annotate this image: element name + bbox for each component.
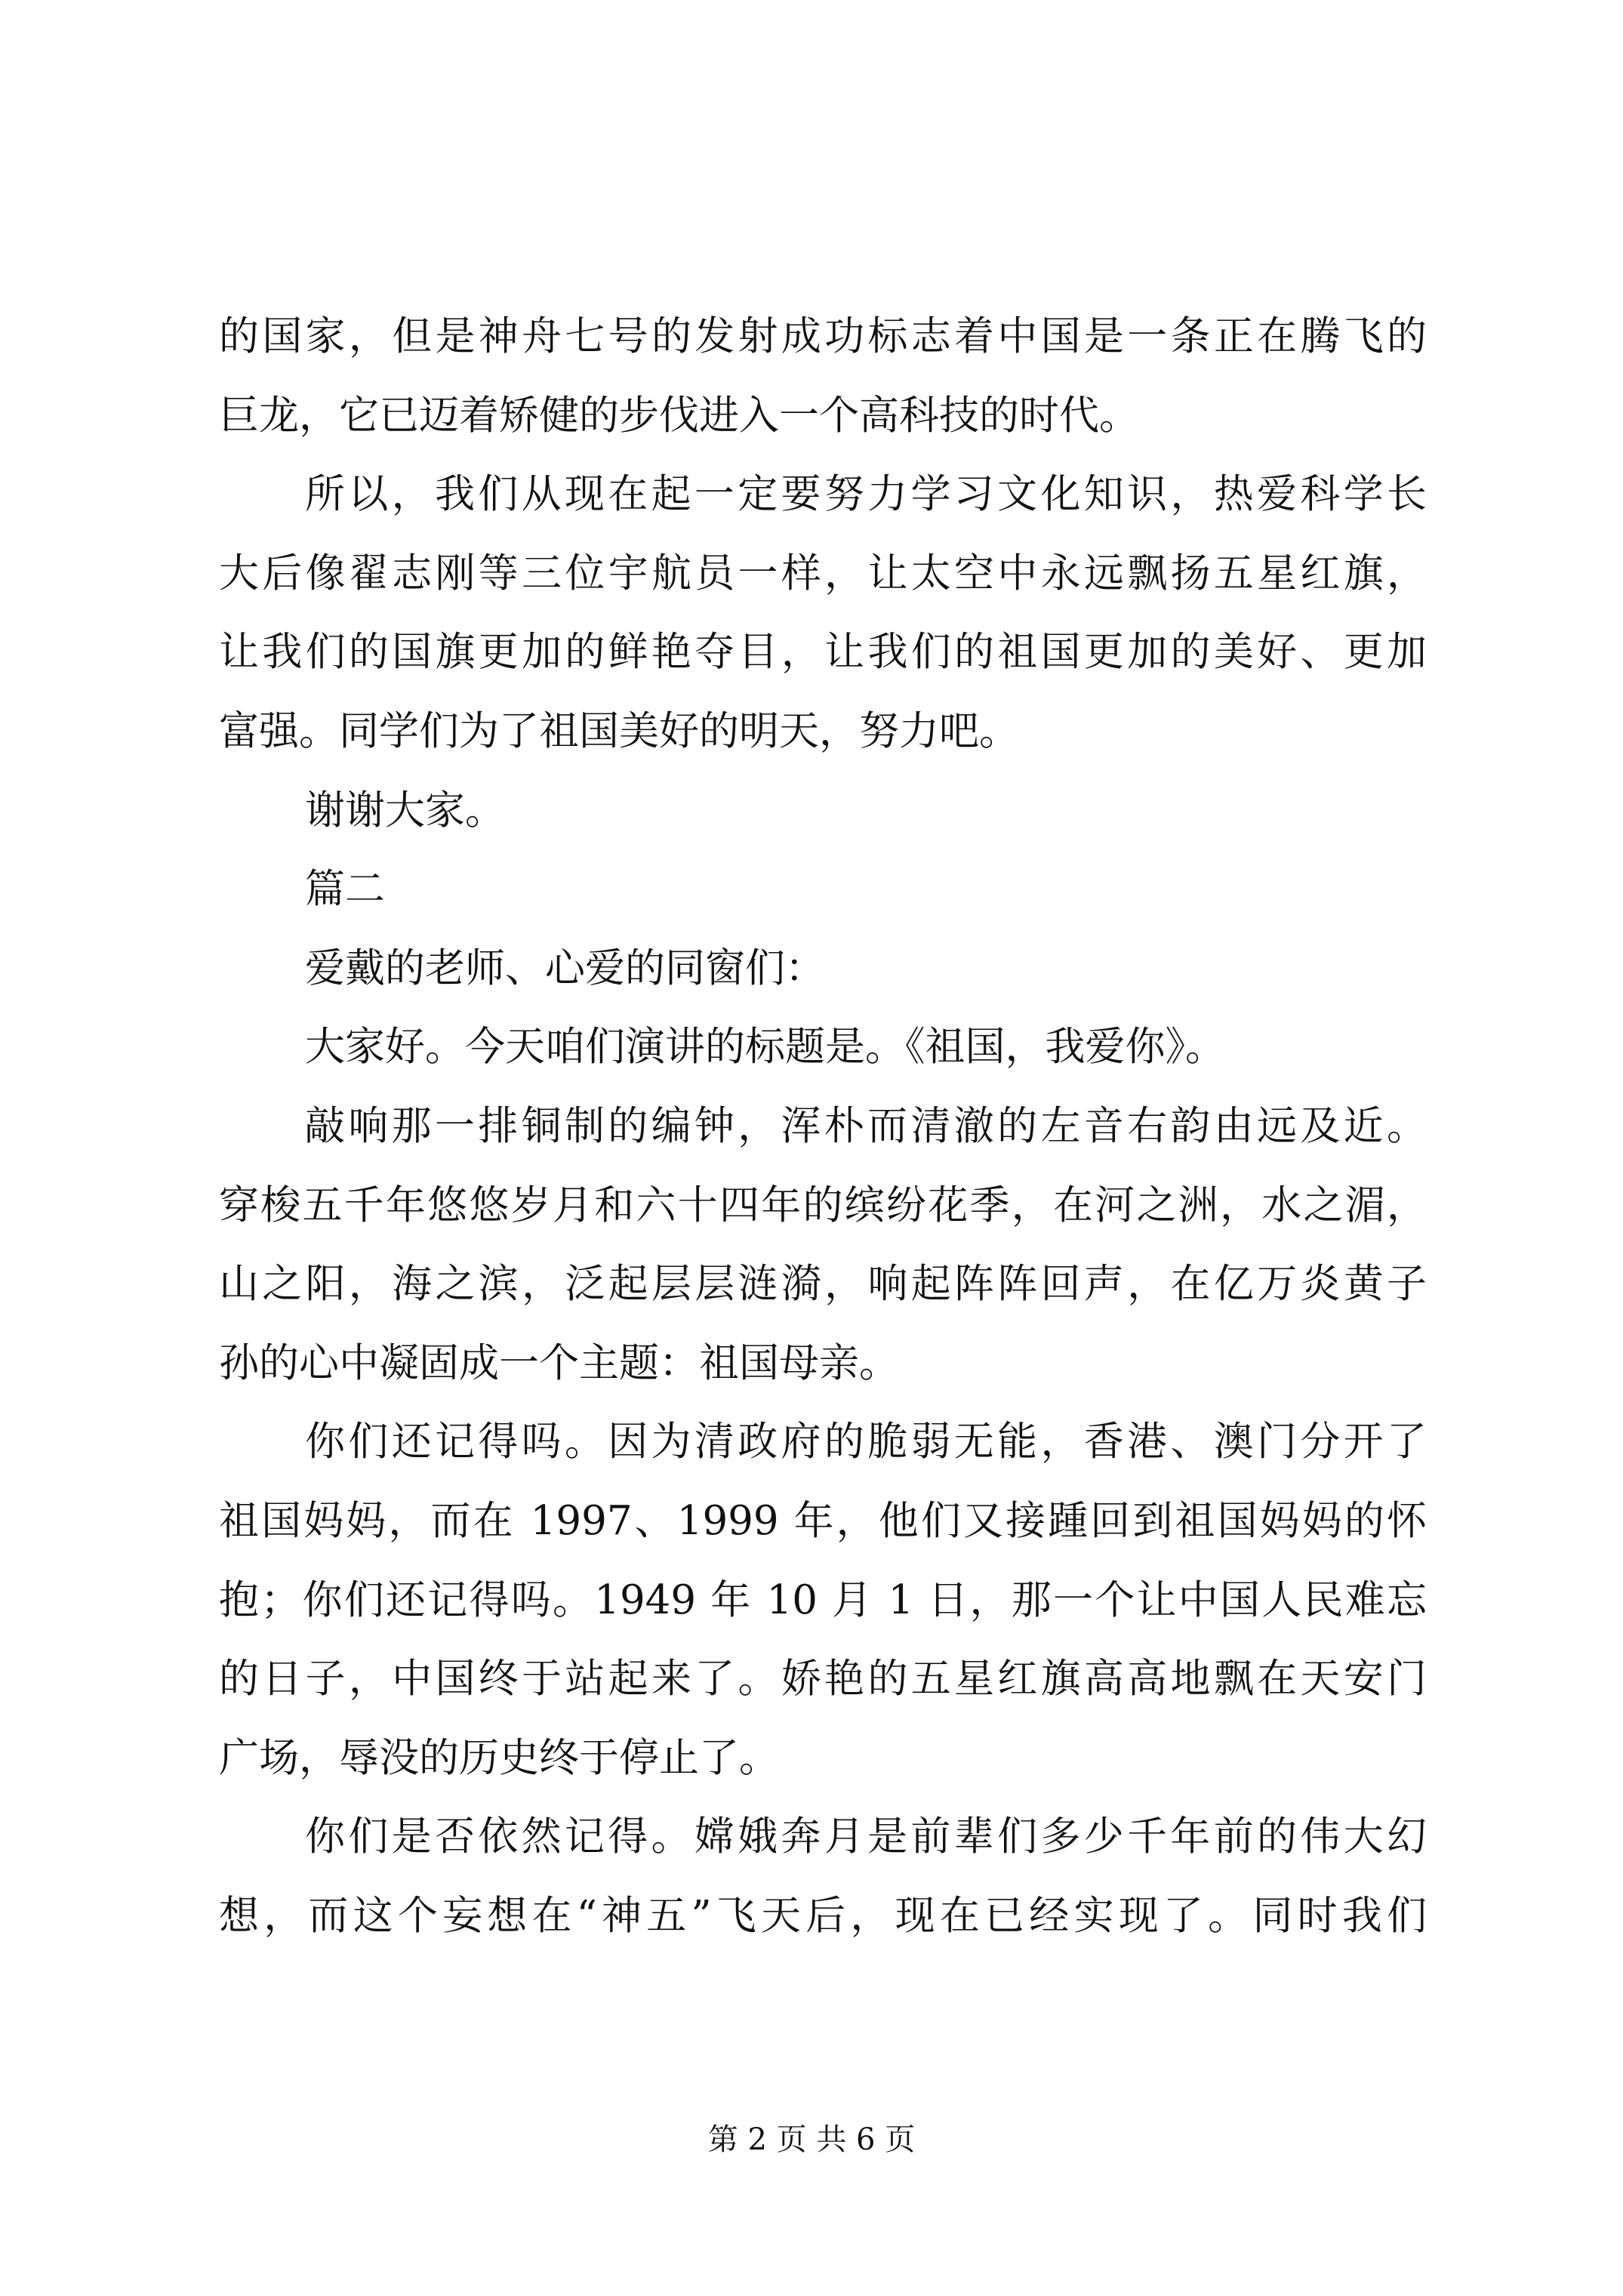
text-line: 巨龙，它已迈着矫健的步伐进入一个高科技的时代。 bbox=[219, 392, 1139, 439]
text-line: 穿梭五千年悠悠岁月和六十四年的缤纷花季，在河之洲，水之湄， bbox=[219, 1182, 1427, 1228]
text-line: 的国家，但是神舟七号的发射成功标志着中国是一条正在腾飞的 bbox=[219, 313, 1427, 359]
text-line: 山之阳，海之滨，泛起层层涟漪，响起阵阵回声，在亿万炎黄子 bbox=[219, 1261, 1427, 1308]
page-footer bbox=[0, 2122, 1623, 2158]
text-line: 富强。同学们为了祖国美好的明天，努力吧。 bbox=[219, 707, 1019, 754]
text-line: 你们还记得吗。因为清政府的脆弱无能，香港、澳门分开了 bbox=[305, 1419, 1427, 1465]
text-line: 广场，辱没的历史终于停止了。 bbox=[219, 1734, 779, 1781]
document-body bbox=[219, 297, 1427, 1955]
text-line: 的日子，中国终于站起来了。娇艳的五星红旗高高地飘在天安门 bbox=[219, 1656, 1427, 1703]
text-line: 大家好。今天咱们演讲的标题是。《祖国，我爱你》。 bbox=[305, 1024, 1225, 1071]
text-line: 谢谢大家。 bbox=[305, 787, 505, 834]
text-line: 想，而这个妄想在“神五”飞天后，现在已经实现了。同时我们 bbox=[219, 1892, 1427, 1939]
text-line: 抱；你们还记得吗。1949 年 10 月 1 日，那一个让中国人民难忘 bbox=[219, 1576, 1427, 1623]
text-line: 孙的心中凝固成一个主题：祖国母亲。 bbox=[219, 1339, 899, 1386]
section-heading: 篇二 bbox=[305, 866, 385, 913]
page-number: 第 2 页 共 6 页 bbox=[707, 2122, 916, 2157]
text-line: 大后像翟志刚等三位宇航员一样，让太空中永远飘扬五星红旗， bbox=[219, 550, 1427, 596]
text-line: 爱戴的老师、心爱的同窗们： bbox=[305, 945, 825, 991]
text-line: 你们是否依然记得。嫦娥奔月是前辈们多少千年前的伟大幻 bbox=[305, 1814, 1427, 1860]
text-line: 让我们的国旗更加的鲜艳夺目，让我们的祖国更加的美好、更加 bbox=[219, 629, 1427, 676]
text-line: 所以，我们从现在起一定要努力学习文化知识，热爱科学长 bbox=[305, 471, 1427, 518]
text-line: 敲响那一排铜制的编钟，浑朴而清澈的左音右韵由远及近。 bbox=[305, 1102, 1427, 1149]
text-line: 祖国妈妈，而在 1997、1999 年，他们又接踵回到祖国妈妈的怀 bbox=[219, 1497, 1427, 1544]
